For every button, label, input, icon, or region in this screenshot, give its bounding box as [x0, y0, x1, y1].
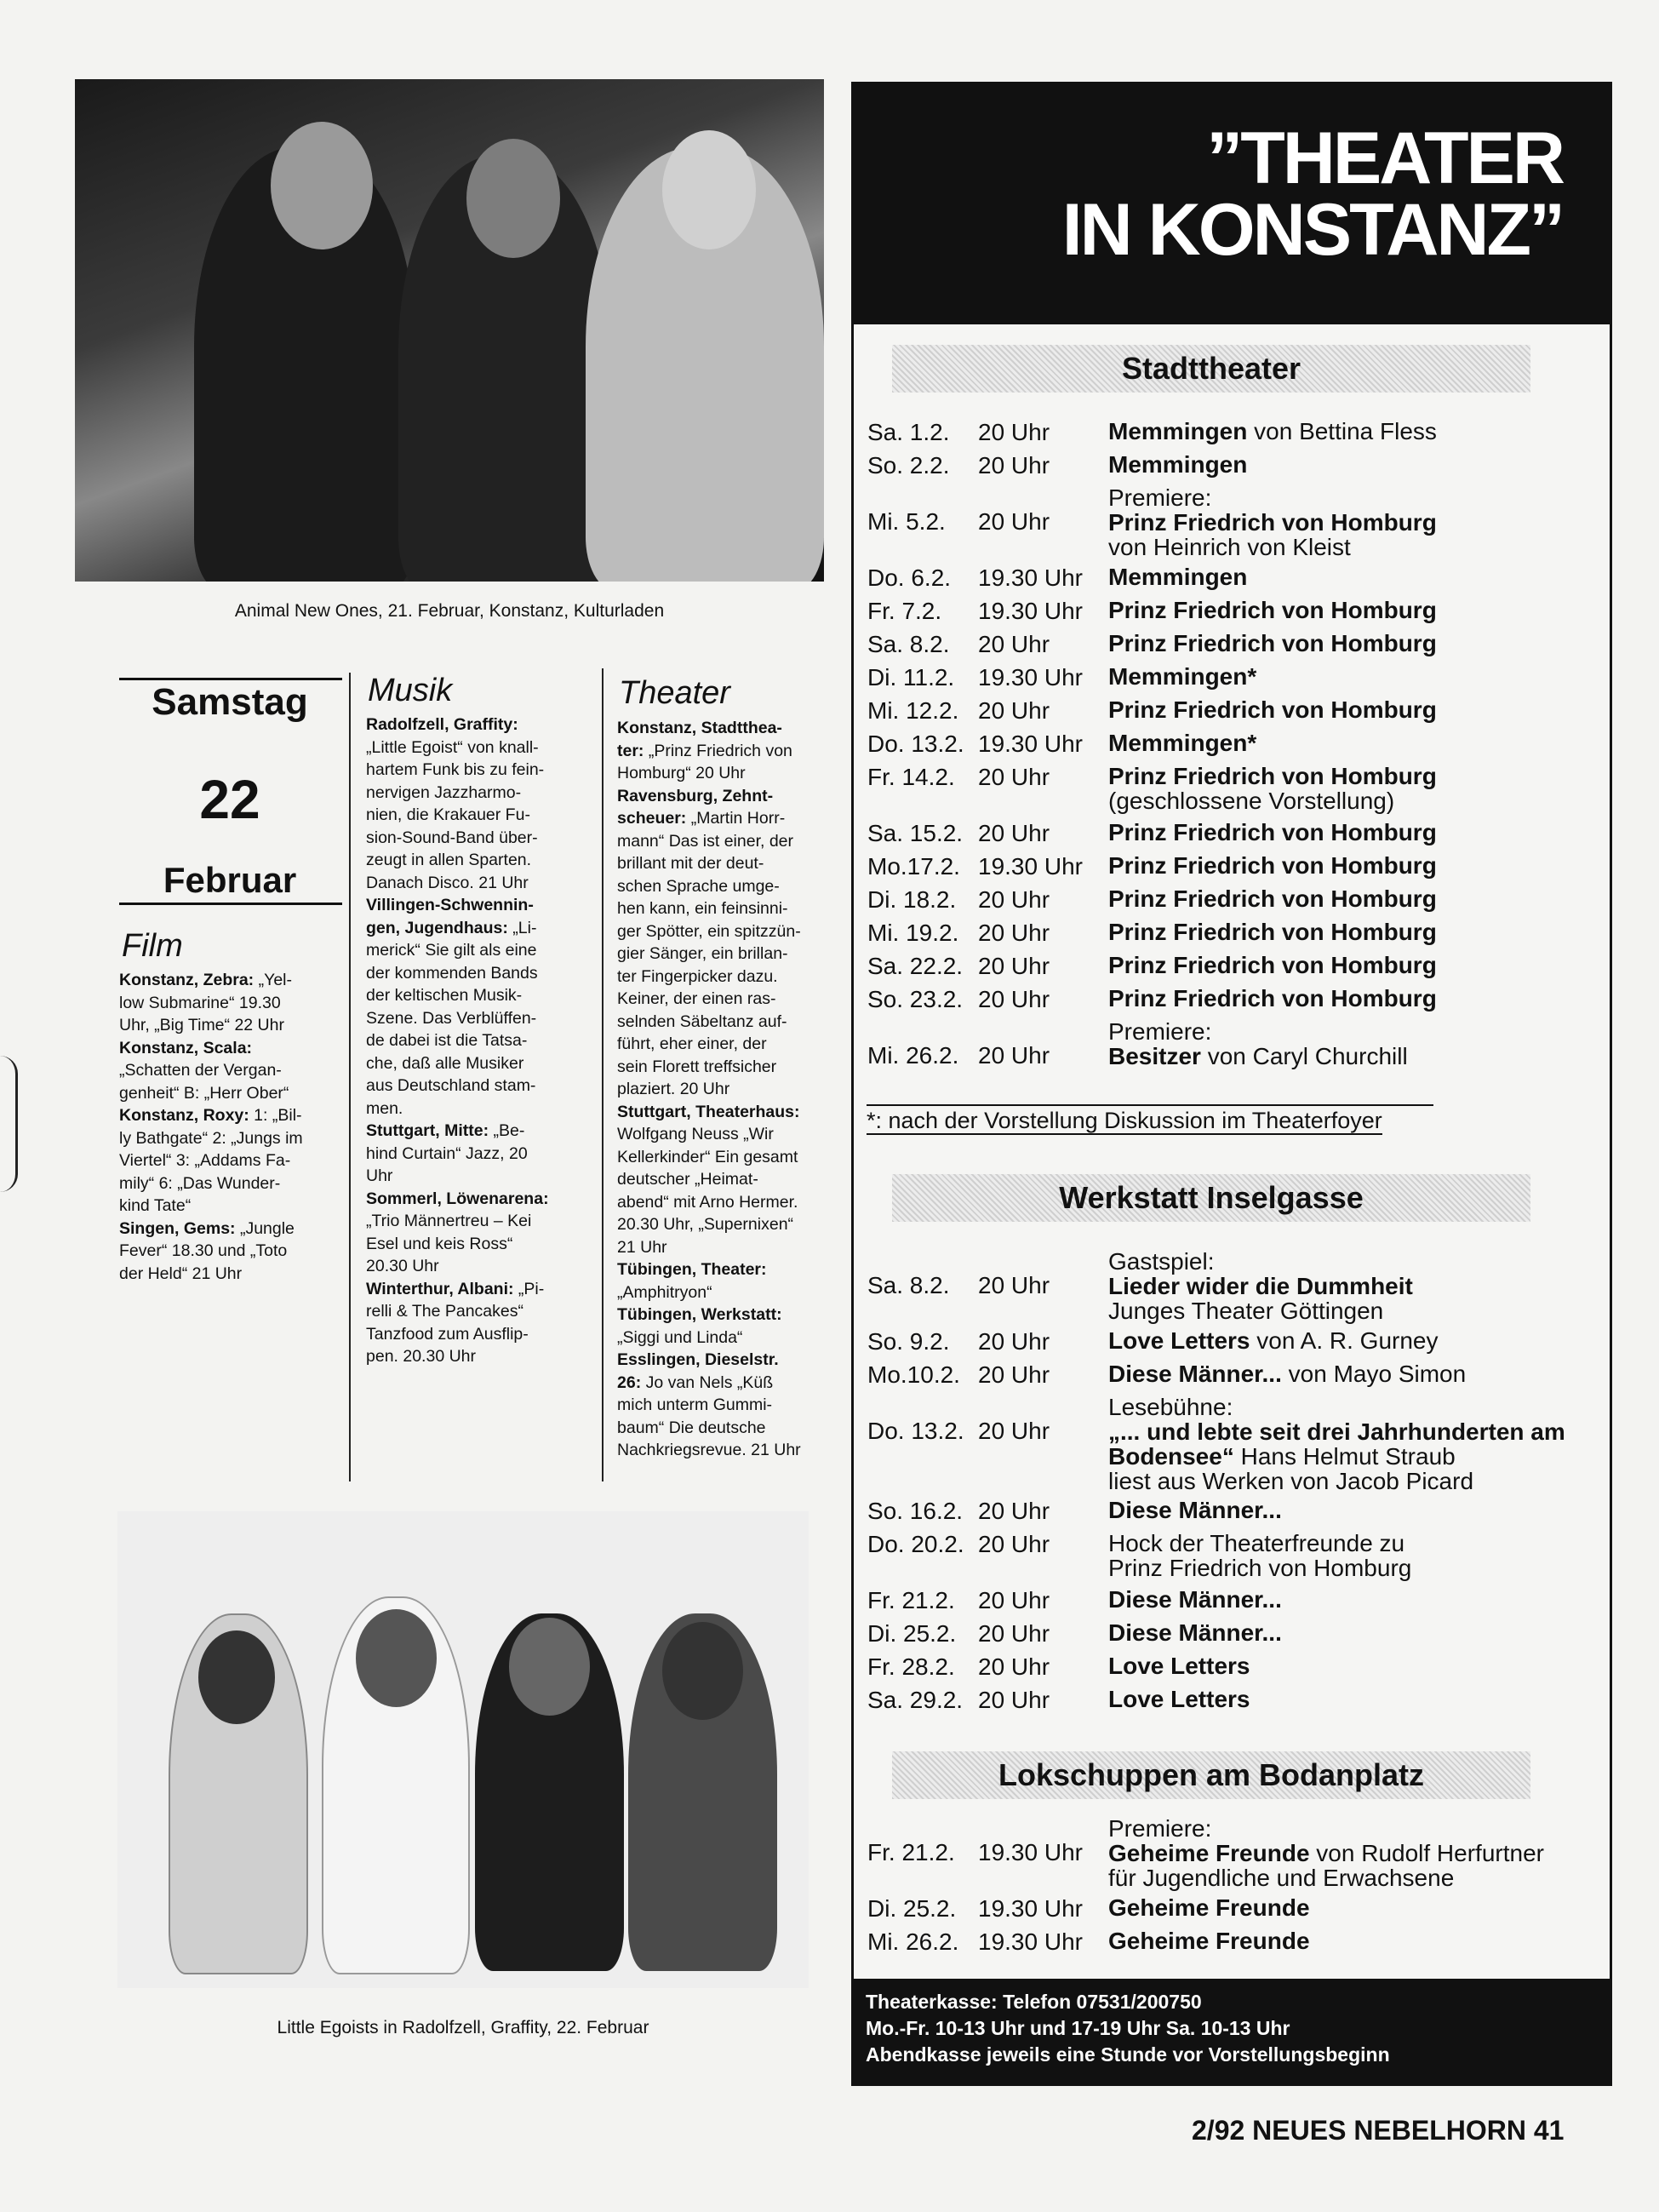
event-author: von Bettina Fless: [1247, 418, 1437, 444]
page-edge: [0, 1056, 18, 1192]
evening-box-office: Abendkasse jeweils eine Stunde vor Vorstellungsbeginn: [866, 2043, 1390, 2066]
box-office-phone: Theaterkasse: Telefon 07531/200750: [866, 1991, 1202, 2013]
event-title: Geheime Freunde: [1108, 1894, 1310, 1921]
event-date: Mi. 5.2.: [867, 508, 946, 535]
event-subline: liest aus Werken von Jacob Picard: [1108, 1468, 1474, 1494]
event-date: So. 16.2.: [867, 1498, 964, 1524]
event-title: Besitzer: [1108, 1043, 1201, 1069]
event-title: Prinz Friedrich von Homburg: [1108, 885, 1437, 912]
event-details: [1108, 764, 1437, 813]
theater-listings: Konstanz, Stadtthea- ter: „Prinz Friedrich von Homburg“ 20 Uhr Ravensburg, Zehnt- scheuer: „Martin Horr- mann“ Das ist einer, der brillant mit der deut- schen Sprache umge- hen kann, ein feinsinni- ger Spötter, ein spitzzün- gier Sänger, ein brillan- ter Fingerpicker dazu. Keiner, der einen ras- selnden Säbeltanz auf- führt, eher einer, der sein Florett treffsicher plaziert. 20 Uhr Stuttgart, Theaterhaus: Wolfgang Neuss „Wir Kellerkinder“ Ein gesamt deutscher „Heimat- abend“ mit Arno Hermer. 20.30 Uhr, „Supernixen“ 21 Uhr Tübingen, Theater: „Amphitryon“ Tübingen, Werkstatt: „Siggi und Linda“ Esslingen, Dieselstr. 26: Jo van Nels „Küß mich unterm Gummi- baum“ Die deutsche Nachkriegsrevue. 21 Uhr: [617, 719, 801, 1459]
event-date: Fr. 28.2.: [867, 1653, 955, 1680]
event-details: [1108, 920, 1437, 944]
box-office-info: [854, 1979, 1610, 2083]
photo-caption-1: Animal New Ones, 21. Februar, Konstanz, Kulturladen: [234, 601, 665, 621]
event-details: [1108, 1928, 1310, 1953]
event-details: [1108, 1498, 1282, 1522]
event-date: Sa. 22.2.: [867, 953, 964, 979]
event-details: [1108, 1531, 1411, 1580]
event-title: Prinz Friedrich von Homburg: [1108, 985, 1437, 1011]
event-author: von Mayo Simon: [1281, 1361, 1467, 1387]
event-details: [1108, 1687, 1250, 1711]
panel-title-line2: IN KONSTANZ”: [1061, 189, 1563, 271]
photo-caption-2: Little Egoists in Radolfzell, Graffity, 22. Februar: [277, 2018, 649, 2037]
event-date: Do. 6.2.: [867, 564, 952, 591]
event-details: [1108, 452, 1247, 477]
event-date: Do. 13.2.: [867, 731, 964, 757]
event-date: Di. 25.2.: [867, 1895, 957, 1922]
event-title: Diese Männer...: [1108, 1361, 1282, 1387]
film-listings: Konstanz, Zebra: „Yel- low Submarine“ 19.30 Uhr, „Big Time“ 22 Uhr Konstanz, Scala: „Schatten der Vergan- genheit“ B: „Herr Ober“ Konstanz, Roxy: 1: „Bil- ly Bathgate“ 2: „Jungs im Viertel“ 3: „Addams Fa- mily“ 6: „Das Wunder- kind Tate“ Singen, Gems: „Jungle Fever“ 18.30 und „Toto der Held“ 21 Uhr: [119, 971, 303, 1283]
event-time: 19.30 Uhr: [978, 1839, 1083, 1865]
event-time: 20 Uhr: [978, 697, 1050, 724]
event-details: [1108, 631, 1437, 656]
event-title: Geheime Freunde: [1108, 1928, 1310, 1954]
event-details: [1108, 953, 1437, 977]
section-werkstatt: [892, 1174, 1530, 1222]
event-details: [1108, 598, 1437, 622]
event-date: Mi. 12.2.: [867, 697, 959, 724]
event-title: Prinz Friedrich von Homburg: [1108, 819, 1437, 845]
event-time: 20 Uhr: [978, 1653, 1050, 1680]
event-time: 20 Uhr: [978, 1272, 1050, 1298]
event-time: 20 Uhr: [978, 1418, 1050, 1444]
event-time: 20 Uhr: [978, 886, 1050, 913]
event-title: Prinz Friedrich von Homburg: [1108, 630, 1437, 656]
event-details: [1108, 1587, 1282, 1612]
event-details: [1108, 986, 1437, 1011]
event-time: 20 Uhr: [978, 1531, 1050, 1557]
event-date: Do. 13.2.: [867, 1418, 964, 1444]
event-details: [1108, 1395, 1599, 1493]
event-details: [1108, 886, 1437, 911]
event-time: 20 Uhr: [978, 820, 1050, 846]
event-title: Prinz Friedrich von Homburg: [1108, 952, 1437, 978]
panel-title-line1: ”THEATER: [1206, 117, 1563, 199]
event-date: Sa. 8.2.: [867, 631, 950, 657]
event-date: Mi. 26.2.: [867, 1042, 959, 1069]
event-title: Diese Männer...: [1108, 1586, 1282, 1613]
event-details: [1108, 1895, 1310, 1920]
column-divider-1: [349, 673, 351, 1481]
event-time: 20 Uhr: [978, 986, 1050, 1012]
event-details: [1108, 1019, 1408, 1069]
theater-heading: Theater: [619, 675, 730, 711]
event-date: Mo.10.2.: [867, 1361, 960, 1388]
event-time: 20 Uhr: [978, 764, 1050, 790]
event-date: Fr. 14.2.: [867, 764, 955, 790]
panel-header: [854, 84, 1610, 324]
event-time: 20 Uhr: [978, 508, 1050, 535]
event-time: 20 Uhr: [978, 1361, 1050, 1388]
footnote-text: *: nach der Vorstellung Diskussion im Theaterfoyer: [867, 1108, 1382, 1133]
event-details: [1108, 853, 1437, 878]
event-author: Hans Helmut Straub: [1233, 1443, 1456, 1470]
event-details: [1108, 485, 1437, 559]
event-type: Premiere:: [1108, 1815, 1212, 1842]
event-time: 19.30 Uhr: [978, 731, 1083, 757]
event-time: 20 Uhr: [978, 631, 1050, 657]
theater-panel: [851, 82, 1612, 2086]
section-stadttheater-label: Stadttheater: [1121, 351, 1301, 386]
event-time: 20 Uhr: [978, 1687, 1050, 1713]
event-time: 19.30 Uhr: [978, 1928, 1083, 1955]
footnote-rule: [867, 1104, 1433, 1106]
event-date: Sa. 29.2.: [867, 1687, 964, 1713]
event-details: [1108, 820, 1437, 845]
event-subline: (geschlossene Vorstellung): [1108, 788, 1395, 814]
section-lokschuppen-label: Lokschuppen am Bodanplatz: [998, 1757, 1425, 1792]
event-details: [1108, 1249, 1413, 1323]
event-date: Fr. 21.2.: [867, 1839, 955, 1865]
event-details: [1108, 731, 1256, 755]
page-footer: 2/92 NEUES NEBELHORN 41: [1192, 2115, 1565, 2146]
event-date: Fr. 7.2.: [867, 598, 942, 624]
event-subline: Prinz Friedrich von Homburg: [1108, 1555, 1412, 1581]
rule-bottom: [119, 903, 342, 905]
event-details: [1108, 1361, 1466, 1386]
musik-listings: Radolfzell, Graffity: „Little Egoist“ von knall- hartem Funk bis zu fein- nervigen Jazzharmo- nien, die Krakauer Fu- sion-Sound-Band über- zeugt in allen Sparten. Danach Disco. 21 Uhr Villingen-Schwennin- gen, Jugendhaus: „Li- merick“ Sie gilt als eine der kommenden Bands der keltischen Musik- Szene. Das Verblüffen- de dabei ist die Tatsa- che, daß alle Musiker aus Deutschland stam- men. Stuttgart, Mitte: „Be- hind Curtain“ Jazz, 20 Uhr Sommerl, Löwenarena: „Trio Männertreu – Kei Esel und keis Ross“ 20.30 Uhr Winterthur, Albani: „Pi- relli & The Pancakes“ Tanzfood zum Ausflip- pen. 20.30 Uhr: [366, 715, 549, 1366]
event-date: Di. 25.2.: [867, 1620, 957, 1647]
event-date: Sa. 1.2.: [867, 419, 950, 445]
event-title: Memmingen*: [1108, 730, 1257, 756]
event-subline: für Jugendliche und Erwachsene: [1108, 1865, 1455, 1891]
event-title: Love Letters: [1108, 1653, 1250, 1679]
event-time: 20 Uhr: [978, 419, 1050, 445]
event-details: [1108, 419, 1437, 444]
event-author: Hock der Theaterfreunde zu: [1108, 1530, 1405, 1556]
event-time: 20 Uhr: [978, 920, 1050, 946]
event-author: von Rudolf Herfurtner: [1309, 1840, 1544, 1866]
event-date: Di. 11.2.: [867, 664, 955, 691]
event-date: So. 9.2.: [867, 1328, 950, 1355]
event-author: von A. R. Gurney: [1250, 1327, 1439, 1354]
event-title: Love Letters: [1108, 1686, 1250, 1712]
event-title: Prinz Friedrich von Homburg: [1108, 763, 1437, 789]
event-details: [1108, 697, 1437, 722]
event-title: Lieder wider die Dummheit: [1108, 1273, 1413, 1299]
event-date: Mi. 26.2.: [867, 1928, 959, 1955]
event-title: Diese Männer...: [1108, 1619, 1282, 1646]
event-time: 19.30 Uhr: [978, 853, 1083, 880]
film-heading: Film: [122, 928, 183, 964]
event-type: Premiere:: [1108, 484, 1212, 511]
event-time: 19.30 Uhr: [978, 598, 1083, 624]
event-title: Prinz Friedrich von Homburg: [1108, 597, 1437, 623]
section-lokschuppen: [892, 1751, 1530, 1799]
event-title: Memmingen*: [1108, 663, 1257, 690]
event-time: 20 Uhr: [978, 452, 1050, 479]
event-time: 20 Uhr: [978, 1587, 1050, 1613]
event-title: Memmingen: [1108, 564, 1248, 590]
event-date: Di. 18.2.: [867, 886, 957, 913]
event-title: Geheime Freunde: [1108, 1840, 1310, 1866]
event-details: [1108, 1620, 1282, 1645]
event-title: Prinz Friedrich von Homburg: [1108, 509, 1437, 536]
event-title: „... und lebte seit drei Jahrhunderten am Bodensee“: [1108, 1418, 1565, 1470]
event-details: [1108, 1328, 1439, 1353]
band-photo-little-egoists: [117, 1511, 809, 1988]
event-title: Memmingen: [1108, 451, 1248, 478]
event-title: Love Letters: [1108, 1327, 1250, 1354]
event-time: 20 Uhr: [978, 1328, 1050, 1355]
event-time: 20 Uhr: [978, 953, 1050, 979]
section-stadttheater: [892, 345, 1530, 393]
day-number: 22: [199, 769, 260, 830]
event-title: Prinz Friedrich von Homburg: [1108, 919, 1437, 945]
event-date: Sa. 8.2.: [867, 1272, 950, 1298]
rule-top: [119, 678, 342, 680]
event-time: 19.30 Uhr: [978, 664, 1083, 691]
event-date: So. 2.2.: [867, 452, 950, 479]
event-time: 20 Uhr: [978, 1042, 1050, 1069]
weekday: Samstag: [152, 681, 308, 723]
event-time: 19.30 Uhr: [978, 564, 1083, 591]
event-date: Fr. 21.2.: [867, 1587, 955, 1613]
event-date: So. 23.2.: [867, 986, 964, 1012]
event-details: [1108, 1816, 1544, 1890]
panel-title: [1061, 117, 1563, 271]
event-details: [1108, 664, 1256, 689]
month: Februar: [163, 860, 297, 900]
event-title: Diese Männer...: [1108, 1497, 1282, 1523]
event-time: 20 Uhr: [978, 1498, 1050, 1524]
band-photo-animal-new-ones: [75, 79, 824, 582]
event-time: 19.30 Uhr: [978, 1895, 1083, 1922]
event-date: Sa. 15.2.: [867, 820, 964, 846]
event-type: Gastspiel:: [1108, 1248, 1215, 1275]
box-office-hours: Mo.-Fr. 10-13 Uhr und 17-19 Uhr Sa. 10-13 Uhr: [866, 2017, 1290, 2039]
event-subline: von Heinrich von Kleist: [1108, 534, 1351, 560]
footnote: [867, 1108, 1382, 1134]
event-title: Memmingen: [1108, 418, 1248, 444]
event-title: Prinz Friedrich von Homburg: [1108, 696, 1437, 723]
event-date: Mo.17.2.: [867, 853, 960, 880]
event-author: von Caryl Churchill: [1200, 1043, 1408, 1069]
event-date: Mi. 19.2.: [867, 920, 959, 946]
event-title: Prinz Friedrich von Homburg: [1108, 852, 1437, 879]
column-divider-2: [602, 668, 604, 1481]
event-subline: Junges Theater Göttingen: [1108, 1298, 1384, 1324]
event-details: [1108, 564, 1247, 589]
musik-heading: Musik: [368, 673, 453, 708]
section-werkstatt-label: Werkstatt Inselgasse: [1059, 1180, 1364, 1215]
event-date: Do. 20.2.: [867, 1531, 964, 1557]
event-type: Lesebühne:: [1108, 1394, 1233, 1420]
event-time: 20 Uhr: [978, 1620, 1050, 1647]
event-type: Premiere:: [1108, 1018, 1212, 1045]
event-details: [1108, 1653, 1250, 1678]
